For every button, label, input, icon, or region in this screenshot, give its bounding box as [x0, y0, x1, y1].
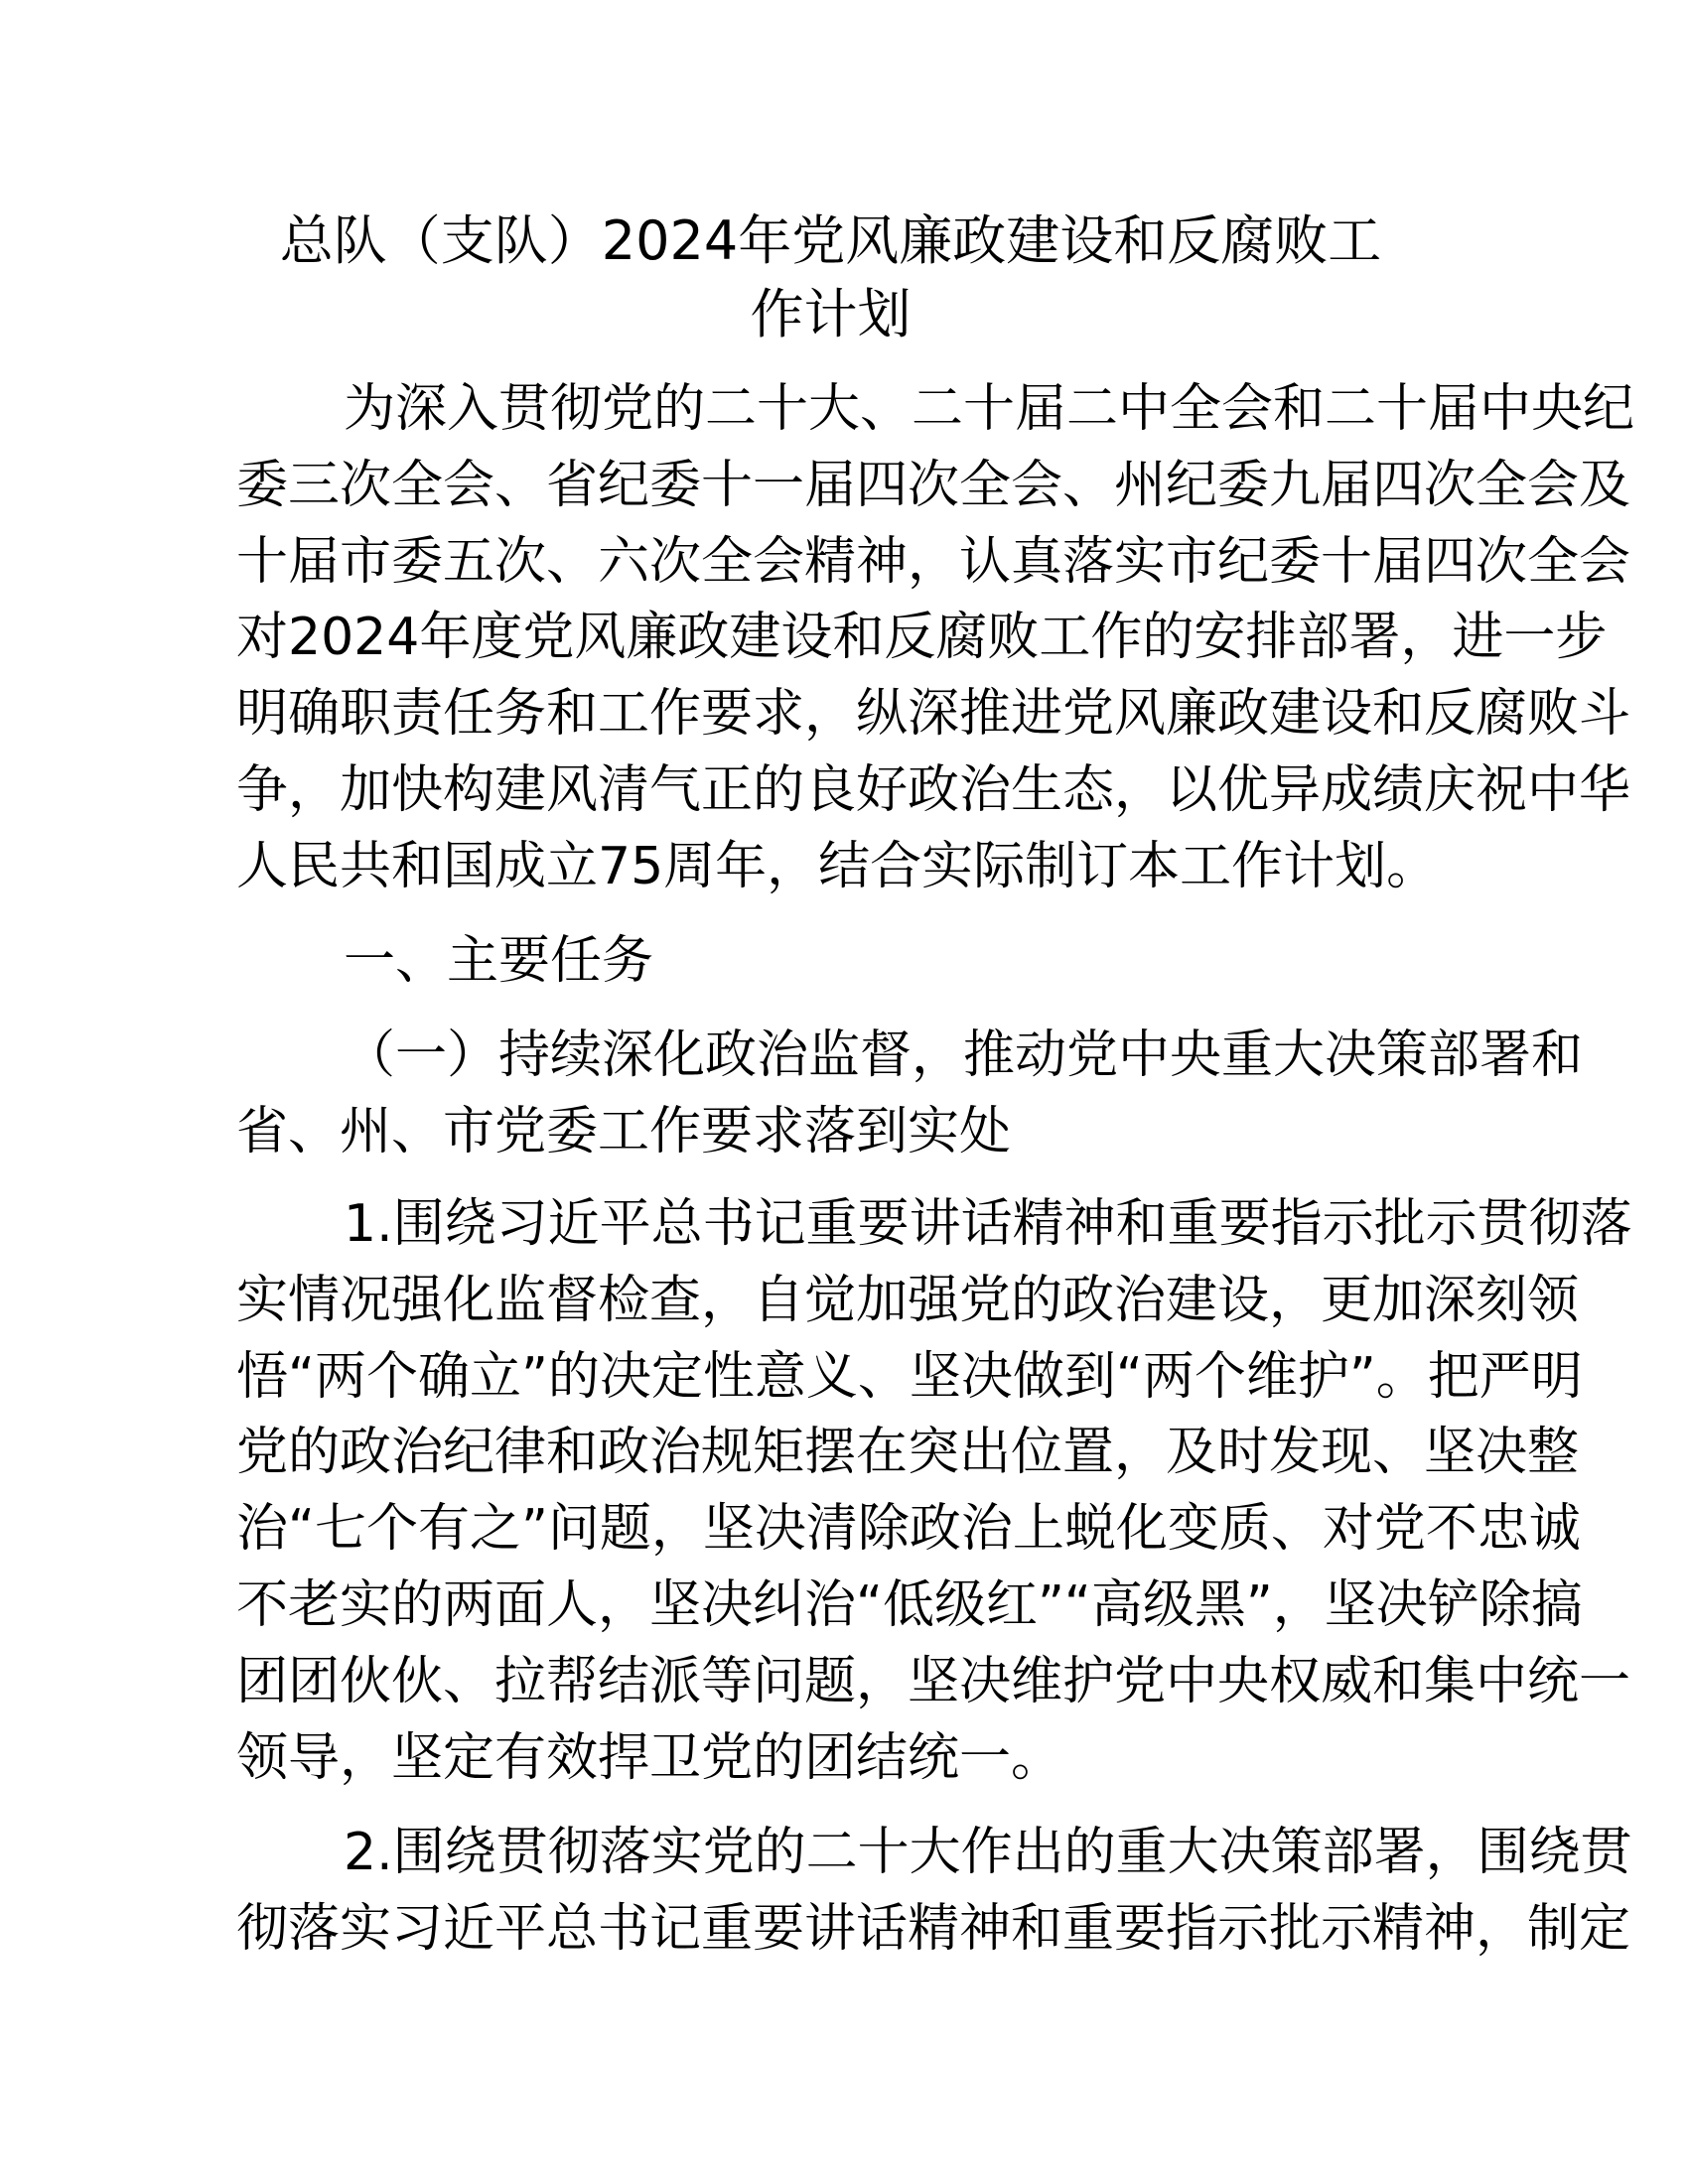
section-heading-main-tasks-line: 一、主要任务	[344, 931, 654, 991]
item-2-paragraph-line: 彻落实习近平总书记重要讲话精神和重要指示批示精神，制定	[236, 1898, 1631, 1959]
item-1-paragraph-line: 实情况强化监督检查，自觉加强党的政治建设，更加深刻领	[236, 1270, 1580, 1330]
item-1-paragraph-line: 治“七个有之”问题，坚决清除政治上蜕化变质、对党不忠诚	[236, 1499, 1581, 1560]
document-title-line-2: 作计划	[750, 283, 912, 345]
item-1-paragraph-line: 悟“两个确立”的决定性意义、坚决做到“两个维护”。把严明	[236, 1346, 1583, 1407]
subsection-heading-1-line: （一）持续深化政治监督，推动党中央重大决策部署和	[344, 1025, 1584, 1085]
document-title-line-1: 总队（支队）2024年党风廉政建设和反腐败工	[279, 209, 1382, 272]
intro-paragraph-line: 对2024年度党风廉政建设和反腐败工作的安排部署，进一步	[236, 608, 1608, 668]
item-2-paragraph-line: 2.围绕贯彻落实党的二十大作出的重大决策部署，围绕贯	[344, 1823, 1632, 1882]
item-1-paragraph-line: 不老实的两面人，坚决纠治“低级红”“高级黑”，坚决铲除搞	[236, 1575, 1583, 1635]
intro-paragraph-line: 人民共和国成立75周年，结合实际制订本工作计划。	[236, 836, 1439, 896]
intro-paragraph-line: 争，加快构建风清气正的良好政治生态，以优异成绩庆祝中华	[236, 760, 1631, 820]
item-1-paragraph-line: 1.围绕习近平总书记重要讲话精神和重要指示批示贯彻落	[344, 1194, 1632, 1254]
intro-paragraph-line: 明确职责任务和工作要求，纵深推进党风廉政建设和反腐败斗	[236, 684, 1631, 745]
intro-paragraph-line: 委三次全会、省纪委十一届四次全会、州纪委九届四次全会及	[236, 455, 1631, 515]
intro-paragraph-line: 十届市委五次、六次全会精神，认真落实市纪委十届四次全会	[236, 531, 1631, 592]
item-1-paragraph-line: 团团伙伙、拉帮结派等问题，坚决维护党中央权威和集中统一	[236, 1651, 1631, 1711]
intro-paragraph-line: 为深入贯彻党的二十大、二十届二中全会和二十届中央纪	[344, 379, 1635, 439]
subsection-heading-1-line: 省、州、市党委工作要求落到实处	[236, 1101, 1012, 1161]
item-1-paragraph-line: 领导，坚定有效捍卫党的团结统一。	[236, 1727, 1063, 1788]
item-1-paragraph-line: 党的政治纪律和政治规矩摆在突出位置，及时发现、坚决整	[236, 1423, 1580, 1483]
